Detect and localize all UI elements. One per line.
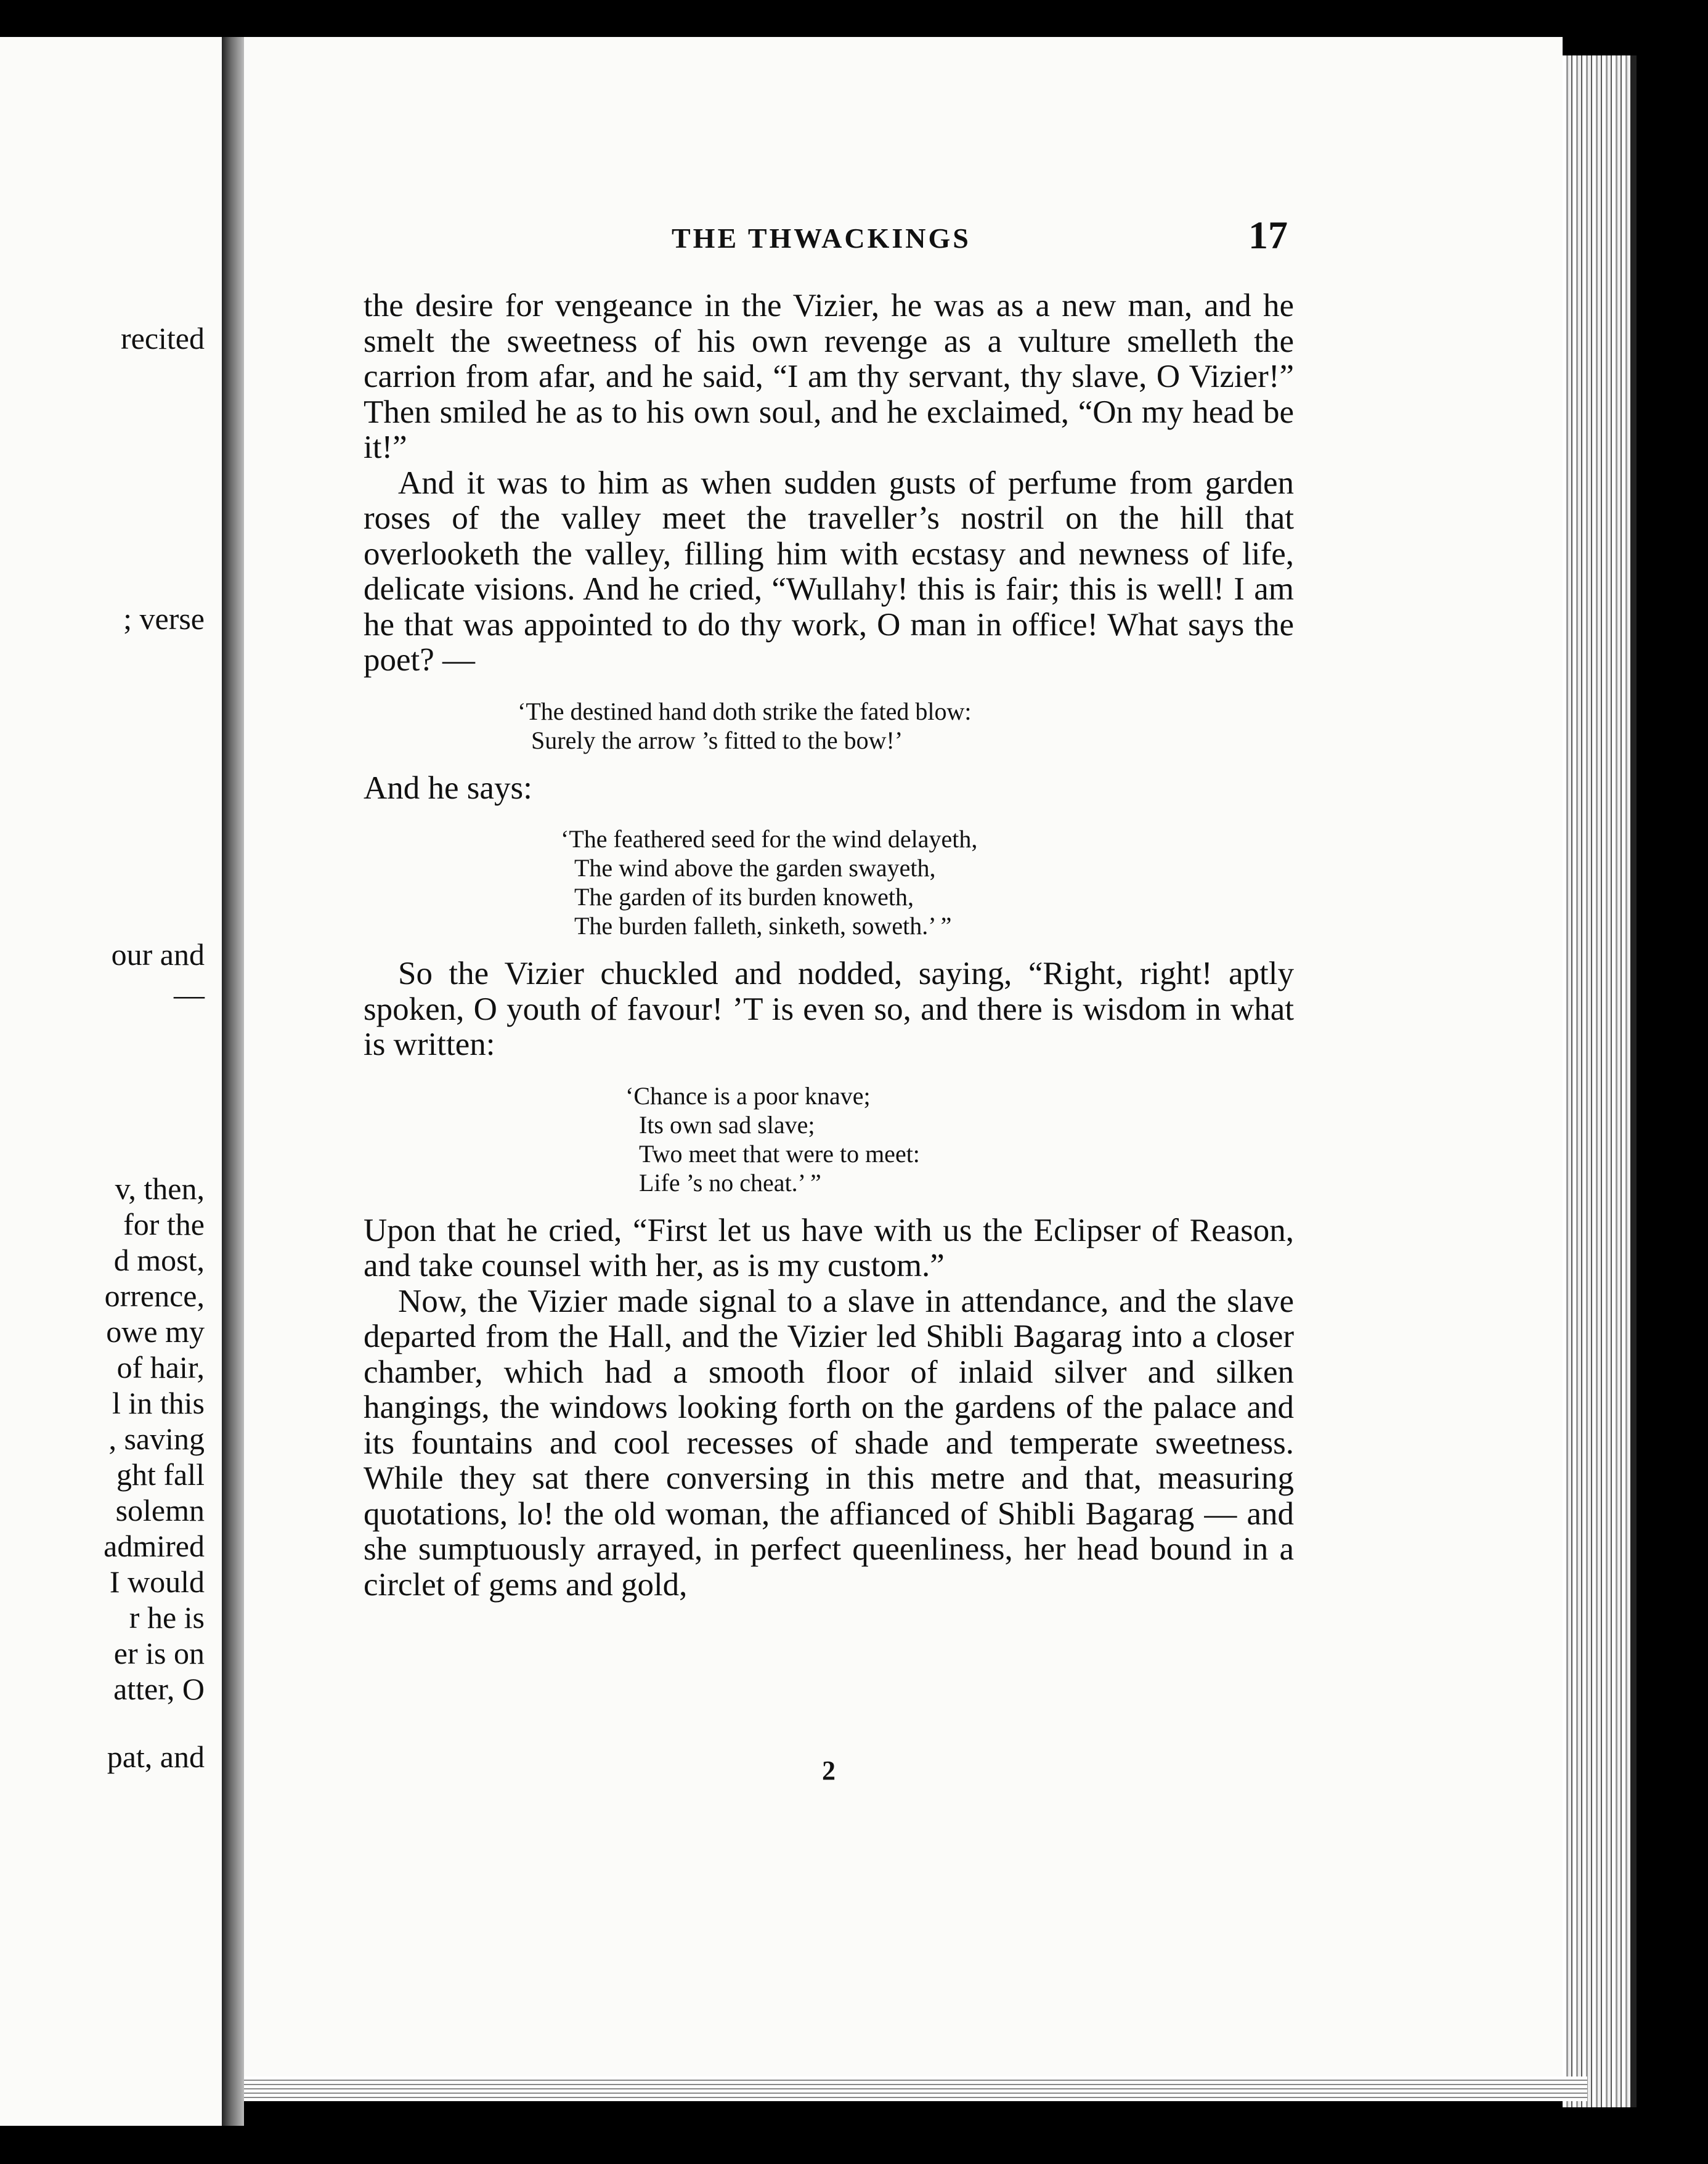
verse-line: ‘The feathered seed for the wind delayeth,	[561, 825, 978, 853]
verse-quotation	[364, 1081, 1294, 1197]
verse-line: The wind above the garden swayeth,	[574, 854, 936, 882]
left-page-fragment: for the	[123, 1207, 205, 1242]
left-page-fragment: I would	[109, 1564, 205, 1599]
left-page-fragment: pat, and	[107, 1739, 205, 1774]
page-edge	[1563, 55, 1637, 2107]
paragraph: And he says:	[364, 770, 532, 806]
paragraph: Now, the Vizier made signal to a slave in attendance, and the slave departed from the Hall, and the Vizier led Shibli Bagarag into a closer chamber, which had a smooth floor of inlaid silver and silken hangings, the windows looking forth on the gardens of the palace and its fountains and cool recesses of shade and temperate sweetness. While they sat there conversing in this metre and that, measuring quotations, lo! the old woman, the affianced of Shibli Bagarag — and she sumptuously arrayed, in perfect queenliness, her head bound in a circlet of gems and gold,	[364, 1283, 1294, 1603]
left-page-fragment: —	[174, 977, 205, 1012]
left-page	[0, 37, 226, 2126]
left-page-fragment: ght fall	[116, 1457, 205, 1492]
left-page-fragment: of hair,	[116, 1350, 205, 1385]
left-page-fragment: d most,	[113, 1243, 205, 1277]
verse-line: Two meet that were to meet:	[639, 1139, 920, 1168]
verse-line: Life ’s no cheat.’ ”	[639, 1168, 821, 1197]
paragraph: the desire for vengeance in the Vizier, he was as a new man, and he smelt the sweetness of his own revenge as a vulture smelleth the carrion from afar, and he said, “I am thy servant, thy slave, O Vizier!” Then smiled he as to his own soul, and he exclaimed, “On my head be it!”	[364, 288, 1294, 465]
verse-line: The burden falleth, sinketh, soweth.’ ”	[574, 912, 952, 940]
paragraph: So the Vizier chuckled and nodded, saying, “Right, right! aptly spoken, O youth of favour! ’T is even so, and there is wisdom in what is written:	[364, 956, 1294, 1062]
left-page-fragment: admired	[104, 1529, 205, 1563]
left-page-fragment: l in this	[112, 1386, 205, 1420]
paragraph: And it was to him as when sudden gusts of perfume from garden roses of the valley meet the traveller’s nostril on the hill that overlooketh the valley, filling him with ecstasy and newness of life, delicate visions. And he cried, “Wullahy! this is fair; this is well! I am he that was appointed to do thy work, O man in office! What says the poet? —	[364, 465, 1294, 678]
verse-quotation	[364, 824, 1294, 940]
left-page-fragment: solemn	[115, 1493, 205, 1527]
left-page-fragment: orrence,	[104, 1279, 205, 1313]
left-page-fragment: recited	[120, 321, 205, 356]
left-page-fragment: er is on	[113, 1636, 205, 1670]
left-page-fragment: r he is	[129, 1600, 205, 1635]
running-head: THE THWACKINGS	[672, 222, 971, 254]
signature-mark: 2	[822, 1755, 836, 1786]
left-page-fragment: ; verse	[123, 601, 205, 636]
verse-quotation	[364, 697, 1294, 755]
left-page-fragment: v, then,	[115, 1171, 205, 1206]
left-page-fragment: our and	[111, 937, 205, 972]
page-number: 17	[1248, 213, 1288, 257]
verse-line: Surely the arrow ’s fitted to the bow!’	[531, 726, 903, 754]
left-page-fragment: , saving	[108, 1422, 205, 1456]
verse-line: The garden of its burden knoweth,	[574, 883, 914, 911]
verse-line: ‘Chance is a poor knave;	[625, 1081, 871, 1110]
page-bottom-edge	[244, 2077, 1587, 2101]
verse-line: Its own sad slave;	[639, 1110, 815, 1139]
body-text	[364, 288, 1294, 1603]
verse-line: ‘The destined hand doth strike the fated blow:	[518, 697, 972, 725]
paragraph: Upon that he cried, “First let us have with us the Eclipser of Reason, and take counsel with her, as is my custom.”	[364, 1212, 1294, 1283]
left-page-fragment: atter, O	[113, 1672, 205, 1706]
left-page-fragment: owe my	[106, 1314, 205, 1349]
book-gutter	[222, 37, 244, 2126]
